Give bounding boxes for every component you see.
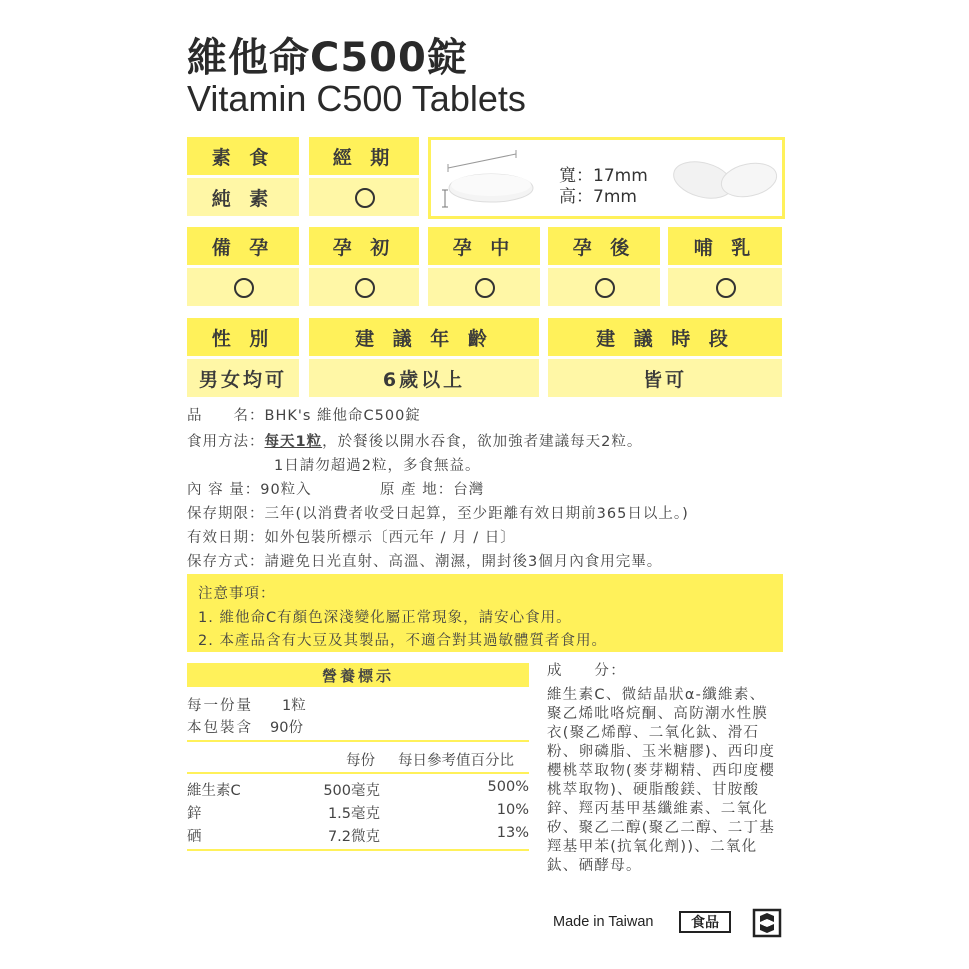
gender-header: 性 別 [187, 318, 299, 356]
food-badge: 食品 [679, 911, 731, 933]
expiry-value: 如外包裝所標示〔西元年 / 月 / 日〕 [264, 530, 516, 546]
storage-label: 保存方式： [187, 554, 265, 570]
circle-mark [355, 278, 375, 298]
shelf-life-value: 三年(以消費者收受日起算，至少距離有效日期前365日以上。) [264, 506, 689, 522]
circle-mark [595, 278, 615, 298]
volume-label: 內 容 量： [187, 482, 261, 498]
usage-dose: 每天1粒 [264, 434, 323, 450]
nutrient-name: 維生素C [187, 783, 241, 799]
nutrient-amount: 7.2微克 [327, 829, 380, 845]
per-serving-header: 每份 [346, 753, 375, 769]
ingredients-line: 鈦、硒酵母。 [547, 858, 642, 874]
product-name-value: BHK's 維他命C500錠 [264, 408, 421, 424]
usage-instructions: ，於餐後以開水吞食，欲加強者建議每天2粒。 [322, 434, 643, 450]
divider [187, 772, 529, 774]
nutrient-amount: 500毫克 [323, 783, 380, 799]
gender-value: 男女均可 [187, 359, 299, 397]
daily-value-header: 每日參考值百分比 [398, 753, 514, 769]
stage-pre-pregnancy: 備 孕 [187, 227, 299, 265]
usage-warning: 1日請勿超過2粒，多食無益。 [274, 458, 481, 474]
package-label: 本包裝含 [187, 720, 253, 736]
shelf-life-label: 保存期限： [187, 506, 265, 522]
stage-value-cell [428, 268, 540, 306]
nutrition-title: 營養標示 [187, 663, 529, 687]
serving-label: 每一份量 [187, 698, 253, 714]
expiry-label: 有效日期： [187, 530, 265, 546]
nutrient-name: 鋅 [187, 806, 202, 822]
ingredients-line: 櫻桃萃取物(麥芽糊精、西印度櫻 [547, 763, 776, 779]
product-name-line [187, 404, 421, 425]
divider [187, 740, 529, 742]
notice-item: 2. 本產品含有大豆及其製品，不適合對其過敏體質者食用。 [198, 633, 607, 649]
expiry-line [187, 526, 516, 547]
nutrient-dv: 10% [496, 802, 529, 818]
stage-mid-pregnancy: 孕 中 [428, 227, 540, 265]
stage-late-pregnancy: 孕 後 [548, 227, 660, 265]
vegetarian-value: 純 素 [187, 178, 299, 216]
age-value: 6歲以上 [309, 359, 539, 397]
usage-line [187, 430, 642, 451]
serving-value: 1粒 [282, 698, 306, 714]
circle-mark [234, 278, 254, 298]
circle-mark [716, 278, 736, 298]
product-name-label: 品 名： [187, 408, 265, 424]
ingredients-line: 鋅、羥丙基甲基纖維素、二氧化 [547, 801, 769, 817]
nutrient-dv: 13% [496, 825, 529, 841]
tablet-width: 寬：17mm [559, 166, 648, 186]
ingredients-line: 粉、卵磷脂、玉米糖膠)、西印度 [547, 744, 776, 760]
notice-item: 1. 維他命C有顏色深淺變化屬正常現象，請安心食用。 [198, 610, 572, 626]
nutrient-dv: 500% [487, 779, 529, 795]
origin-value: 台灣 [453, 482, 485, 498]
circle-mark [355, 188, 375, 208]
stage-breastfeeding: 哺 乳 [668, 227, 782, 265]
volume-line [187, 478, 312, 499]
vegetarian-header: 素 食 [187, 137, 299, 175]
ingredients-line: 矽、聚乙二醇(聚乙二醇、二丁基 [547, 820, 776, 836]
circle-mark [475, 278, 495, 298]
ingredients-line: 羥基甲苯(抗氧化劑))、二氧化 [547, 839, 758, 855]
stage-value-cell [187, 268, 299, 306]
period-value-cell [309, 178, 419, 216]
time-value: 皆可 [548, 359, 782, 397]
made-in-taiwan: Made in Taiwan [553, 914, 654, 930]
volume-value: 90粒入 [260, 482, 312, 498]
product-title-en: Vitamin C500 Tablets [187, 78, 526, 119]
shelf-life-line [187, 502, 689, 523]
age-header: 建 議 年 齡 [309, 318, 539, 356]
origin-line [380, 478, 484, 499]
storage-value: 請避免日光直射、高溫、潮濕，開封後3個月內食用完畢。 [264, 554, 663, 570]
nutrient-amount: 1.5毫克 [327, 806, 380, 822]
usage-label: 食用方法： [187, 434, 265, 450]
ingredients-line: 維生素C、微結晶狀α-纖維素、 [547, 687, 766, 703]
recycle-icon [752, 908, 782, 938]
origin-label: 原 產 地： [380, 482, 454, 498]
ingredients-line: 聚乙烯吡咯烷酮、高防潮水性膜 [547, 706, 769, 722]
stage-value-cell [309, 268, 419, 306]
notice-box [187, 574, 783, 652]
tablet-size-box [428, 137, 785, 219]
divider [187, 849, 529, 851]
time-header: 建 議 時 段 [548, 318, 782, 356]
tablet-height: 高：7mm [559, 187, 637, 207]
notice-title: 注意事項： [198, 586, 276, 602]
period-header: 經 期 [309, 137, 419, 175]
package-value: 90份 [270, 720, 303, 736]
product-title-zh: 維他命C500錠 [187, 35, 468, 81]
stage-value-cell [668, 268, 782, 306]
ingredients-title: 成 分： [547, 663, 626, 679]
storage-line [187, 550, 662, 571]
ingredients-line: 衣(聚乙烯醇、二氧化鈦、滑石 [547, 725, 760, 741]
stage-value-cell [548, 268, 660, 306]
ingredients-line: 桃萃取物)、硬脂酸鎂、甘胺酸 [547, 782, 760, 798]
stage-early-pregnancy: 孕 初 [309, 227, 419, 265]
nutrient-name: 硒 [187, 829, 202, 845]
